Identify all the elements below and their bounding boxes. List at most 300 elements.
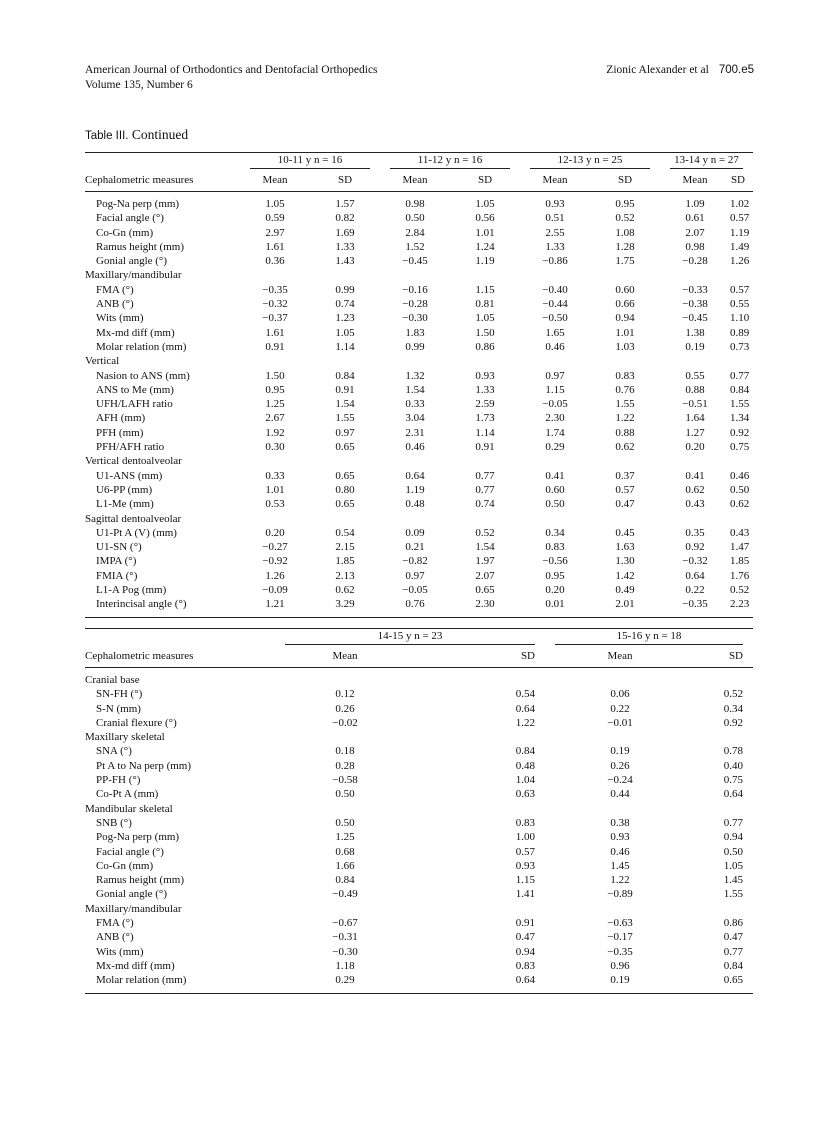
- mean-value: 1.26: [265, 569, 285, 582]
- table-row: [85, 859, 753, 873]
- mean-value: 2.67: [265, 412, 285, 425]
- sd-value: 1.14: [475, 426, 495, 439]
- sd-value: 0.48: [515, 759, 535, 772]
- mean-value: 1.54: [405, 383, 425, 396]
- mean-value: −0.40: [542, 283, 568, 296]
- sd-value: 0.84: [515, 745, 535, 758]
- table-row: [85, 597, 753, 611]
- section-label: Maxillary skeletal: [85, 731, 165, 744]
- mean-value: 0.18: [335, 745, 355, 758]
- sd-value: 0.52: [475, 526, 495, 539]
- sd-value: 0.88: [615, 426, 635, 439]
- mean-value: 0.20: [685, 441, 705, 454]
- section-header-row: [85, 512, 753, 526]
- running-header-right: [606, 63, 754, 78]
- sd-value: 0.62: [730, 498, 750, 511]
- sd-value: 1.05: [335, 326, 355, 339]
- sd-value: 1.41: [515, 888, 535, 901]
- sd-value: 0.76: [615, 383, 635, 396]
- sd-header: SD: [337, 174, 353, 186]
- sd-value: 0.47: [723, 931, 743, 944]
- table-body: [85, 192, 753, 618]
- sd-value: 0.52: [723, 688, 743, 701]
- sd-value: 0.63: [515, 788, 535, 801]
- sd-value: 1.55: [615, 398, 635, 411]
- sd-value: 1.33: [475, 383, 495, 396]
- sd-value: 0.94: [615, 312, 635, 325]
- table-row: [85, 716, 753, 730]
- sd-value: 1.04: [515, 774, 535, 787]
- sd-value: 0.83: [515, 816, 535, 829]
- sd-value: 0.86: [475, 340, 495, 353]
- mean-value: 0.01: [545, 598, 565, 611]
- mean-value: 0.38: [610, 816, 630, 829]
- mean-value: 0.22: [610, 702, 630, 715]
- mean-value: −0.82: [402, 555, 428, 568]
- measure-label: PP-FH (°): [96, 774, 141, 787]
- sd-value: 1.22: [615, 412, 635, 425]
- mean-value: 0.48: [405, 498, 425, 511]
- sd-value: 0.86: [723, 917, 743, 930]
- mean-value: 0.46: [610, 845, 630, 858]
- sd-value: 0.91: [515, 917, 535, 930]
- journal-volume: Volume 135, Number 6: [85, 79, 193, 91]
- mean-value: −0.28: [402, 298, 428, 311]
- mean-header: Mean: [682, 174, 708, 186]
- mean-value: 0.33: [405, 398, 425, 411]
- mean-value: 0.29: [545, 441, 565, 454]
- mean-value: 0.53: [265, 498, 285, 511]
- mean-value: 2.07: [685, 226, 705, 239]
- mean-value: 0.20: [265, 526, 285, 539]
- measure-label: FMA (°): [96, 283, 134, 296]
- mean-value: 0.55: [685, 369, 705, 382]
- table-row: [85, 845, 753, 859]
- sd-value: 0.55: [730, 298, 750, 311]
- sd-value: 0.99: [335, 283, 355, 296]
- mean-value: 0.50: [335, 816, 355, 829]
- mean-value: 0.88: [685, 383, 705, 396]
- measure-label: PFH/AFH ratio: [96, 441, 165, 454]
- sd-value: 1.15: [475, 283, 495, 296]
- mean-value: 1.19: [405, 483, 425, 496]
- mean-value: 0.19: [610, 745, 630, 758]
- sd-value: 0.47: [615, 498, 635, 511]
- measure-label: Co-Pt A (mm): [96, 788, 159, 801]
- measure-label: U1-Pt A (V) (mm): [96, 526, 177, 539]
- sd-value: 1.76: [730, 569, 750, 582]
- mean-value: 1.22: [610, 874, 630, 887]
- measure-column-header: Cephalometric measures: [85, 650, 194, 662]
- table-row: [85, 197, 753, 211]
- sd-value: 1.75: [615, 255, 635, 268]
- sd-value: 1.28: [615, 240, 635, 253]
- mean-value: 0.29: [335, 974, 355, 987]
- age-group-header: 11-12 y n = 16: [380, 153, 520, 170]
- mean-value: 0.12: [335, 688, 355, 701]
- mean-value: −0.67: [332, 917, 358, 930]
- measure-label: L1-A Pog (mm): [96, 584, 167, 597]
- mean-value: 0.22: [685, 584, 705, 597]
- section-header-row: [85, 268, 753, 282]
- mean-value: 2.84: [405, 226, 425, 239]
- table-row: [85, 283, 753, 297]
- mean-value: −0.30: [332, 945, 358, 958]
- mean-value: 0.50: [405, 212, 425, 225]
- mean-value: 1.32: [405, 369, 425, 382]
- measure-label: ANS to Me (mm): [96, 383, 174, 396]
- mean-value: −0.05: [402, 584, 428, 597]
- sd-value: 0.49: [615, 584, 635, 597]
- measure-label: SN-FH (°): [96, 688, 143, 701]
- measure-label: FMIA (°): [96, 569, 138, 582]
- mean-value: −0.35: [262, 283, 288, 296]
- mean-value: 0.28: [335, 759, 355, 772]
- table-row: [85, 240, 753, 254]
- measure-label: Mx-md diff (mm): [96, 326, 175, 339]
- sd-value: 1.24: [475, 240, 495, 253]
- table-row: [85, 340, 753, 354]
- mean-value: −0.45: [682, 312, 708, 325]
- sd-value: 0.56: [475, 212, 495, 225]
- sd-value: 0.66: [615, 298, 635, 311]
- measure-label: Wits (mm): [96, 312, 144, 325]
- mean-value: 0.26: [610, 759, 630, 772]
- section-header-row: [85, 454, 753, 468]
- table-row: [85, 426, 753, 440]
- mean-value: −0.32: [682, 555, 708, 568]
- sd-header: SD: [728, 650, 743, 662]
- sd-value: 1.05: [475, 198, 495, 210]
- sd-value: 0.74: [335, 298, 355, 311]
- mean-value: −0.45: [402, 255, 428, 268]
- sd-value: 0.77: [475, 483, 495, 496]
- measure-label: IMPA (°): [96, 555, 137, 568]
- sd-value: 0.57: [730, 283, 750, 296]
- mean-value: 0.97: [545, 369, 565, 382]
- sd-value: 1.22: [515, 716, 535, 729]
- table-row: [85, 554, 753, 568]
- mean-value: 1.65: [545, 326, 565, 339]
- mean-value: 0.62: [685, 483, 705, 496]
- measure-label: Pog-Na perp (mm): [96, 198, 180, 210]
- mean-value: 0.91: [265, 340, 285, 353]
- mean-value: 0.84: [335, 874, 355, 887]
- sd-value: 1.50: [475, 326, 495, 339]
- mean-value: 0.92: [685, 541, 705, 554]
- mean-value: 3.04: [405, 412, 425, 425]
- sd-value: 0.81: [475, 298, 495, 311]
- sd-value: 1.02: [730, 198, 750, 210]
- measure-label: SNB (°): [96, 816, 132, 829]
- section-label: Maxillary/mandibular: [85, 902, 182, 915]
- mean-value: 0.33: [265, 469, 285, 482]
- mean-value: 0.64: [405, 469, 425, 482]
- sd-value: 0.64: [723, 788, 743, 801]
- mean-value: 0.95: [265, 383, 285, 396]
- sd-value: 1.05: [475, 312, 495, 325]
- sd-value: 1.55: [335, 412, 355, 425]
- sd-value: 2.07: [475, 569, 495, 582]
- measure-label: Mx-md diff (mm): [96, 959, 175, 972]
- mean-value: −0.86: [542, 255, 568, 268]
- table-row: [85, 526, 753, 540]
- measure-label: U1-SN (°): [96, 541, 142, 554]
- sd-value: 0.34: [723, 702, 743, 715]
- table-body: [85, 668, 753, 994]
- mean-value: 1.83: [405, 326, 425, 339]
- mean-value: 0.99: [405, 340, 425, 353]
- sd-value: 0.75: [723, 774, 743, 787]
- mean-header: Mean: [542, 174, 568, 186]
- measure-label: ANB (°): [96, 298, 134, 311]
- measure-label: Molar relation (mm): [96, 340, 187, 353]
- mean-value: 1.33: [545, 240, 565, 253]
- mean-value: 0.60: [545, 483, 565, 496]
- sd-value: 1.19: [730, 226, 750, 239]
- sd-value: 0.65: [335, 469, 355, 482]
- table-row: [85, 397, 753, 411]
- sd-value: 1.73: [475, 412, 495, 425]
- sd-header: SD: [617, 174, 633, 186]
- sd-value: 0.40: [723, 759, 743, 772]
- sd-value: 1.97: [475, 555, 495, 568]
- sd-value: 1.15: [515, 874, 535, 887]
- sd-value: 0.77: [723, 816, 743, 829]
- mean-value: −0.37: [262, 312, 288, 325]
- mean-value: 0.98: [685, 240, 705, 253]
- mean-value: −0.24: [607, 774, 633, 787]
- table-row: [85, 959, 753, 973]
- measure-label: ANB (°): [96, 931, 134, 944]
- sd-value: 0.65: [475, 584, 495, 597]
- sd-value: 0.43: [730, 526, 750, 539]
- mean-value: 1.15: [545, 383, 565, 396]
- measure-label: Gonial angle (°): [96, 888, 167, 901]
- sd-value: 0.64: [515, 974, 535, 987]
- measure-label: Wits (mm): [96, 945, 144, 958]
- mean-value: 0.36: [265, 255, 285, 268]
- sd-value: 0.75: [730, 441, 750, 454]
- sd-value: 0.50: [723, 845, 743, 858]
- table-row: [85, 916, 753, 930]
- mean-value: 1.21: [265, 598, 285, 611]
- mean-value: 0.19: [685, 340, 705, 353]
- sd-value: 0.89: [730, 326, 750, 339]
- sd-value: 1.05: [723, 859, 743, 872]
- mean-value: 0.93: [545, 198, 565, 210]
- sd-value: 0.97: [335, 426, 355, 439]
- mean-value: −0.33: [682, 283, 708, 296]
- table-row: [85, 211, 753, 225]
- sd-value: 1.43: [335, 255, 355, 268]
- measure-column-header: Cephalometric measures: [85, 174, 194, 186]
- measure-label: U6-PP (mm): [96, 483, 153, 496]
- mean-value: −0.05: [542, 398, 568, 411]
- mean-value: 0.93: [610, 831, 630, 844]
- sd-value: 0.91: [475, 441, 495, 454]
- measure-label: Ramus height (mm): [96, 240, 184, 253]
- table-row: [85, 440, 753, 454]
- sd-value: 2.30: [475, 598, 495, 611]
- table-row: [85, 702, 753, 716]
- sd-value: 0.77: [730, 369, 750, 382]
- table-row: [85, 945, 753, 959]
- mean-value: −0.02: [332, 716, 358, 729]
- mean-value: 2.30: [545, 412, 565, 425]
- sd-value: 1.33: [335, 240, 355, 253]
- page-number: 700.e5: [718, 64, 754, 76]
- mean-value: 2.55: [545, 226, 565, 239]
- age-group-header: 12-13 y n = 25: [520, 153, 660, 170]
- measure-label: Co-Gn (mm): [96, 226, 154, 239]
- section-header-row: [85, 902, 753, 916]
- table-caption: [85, 127, 188, 143]
- sd-value: 0.83: [615, 369, 635, 382]
- table-row: [85, 887, 753, 901]
- mean-value: 1.45: [610, 859, 630, 872]
- sd-value: 1.03: [615, 340, 635, 353]
- sd-value: 1.10: [730, 312, 750, 325]
- sd-value: 0.50: [730, 483, 750, 496]
- mean-value: 0.21: [405, 541, 425, 554]
- mean-value: 0.35: [685, 526, 705, 539]
- mean-value: 1.01: [265, 483, 285, 496]
- mean-value: −0.50: [542, 312, 568, 325]
- mean-value: 1.25: [265, 398, 285, 411]
- table-row: [85, 583, 753, 597]
- sd-value: 1.42: [615, 569, 635, 582]
- mean-value: 0.59: [265, 212, 285, 225]
- mean-value: 1.74: [545, 426, 565, 439]
- table-row: [85, 687, 753, 701]
- mean-value: 0.19: [610, 974, 630, 987]
- mean-header: Mean: [262, 174, 288, 186]
- sd-header: SD: [477, 174, 493, 186]
- sd-value: 0.94: [723, 831, 743, 844]
- table-caption-title: Continued: [131, 127, 189, 142]
- mean-value: −0.89: [607, 888, 633, 901]
- mean-value: −0.35: [682, 598, 708, 611]
- sd-value: 2.01: [615, 598, 635, 611]
- mean-value: 1.50: [265, 369, 285, 382]
- table-row: [85, 311, 753, 325]
- mean-value: 0.46: [545, 340, 565, 353]
- table-row: [85, 383, 753, 397]
- table-row: [85, 830, 753, 844]
- sd-value: 0.37: [615, 469, 635, 482]
- sd-value: 0.77: [723, 945, 743, 958]
- mean-value: −0.49: [332, 888, 358, 901]
- mean-value: −0.27: [262, 541, 288, 554]
- sd-value: 1.47: [730, 541, 750, 554]
- measure-label: Ramus height (mm): [96, 874, 184, 887]
- mean-value: 0.43: [685, 498, 705, 511]
- section-header-row: [85, 730, 753, 744]
- table-row: [85, 497, 753, 511]
- sd-value: 0.64: [515, 702, 535, 715]
- mean-value: −0.51: [682, 398, 708, 411]
- sd-value: 0.73: [730, 340, 750, 353]
- sd-value: 1.85: [730, 555, 750, 568]
- sd-value: 0.46: [730, 469, 750, 482]
- mean-value: 1.09: [685, 198, 705, 210]
- mean-value: 0.44: [610, 788, 630, 801]
- sd-value: 0.57: [615, 483, 635, 496]
- section-header-row: [85, 673, 753, 687]
- mean-value: −0.31: [332, 931, 358, 944]
- measure-label: SNA (°): [96, 745, 132, 758]
- mean-value: 0.51: [545, 212, 565, 225]
- sd-value: 0.52: [730, 584, 750, 597]
- mean-value: 0.64: [685, 569, 705, 582]
- mean-value: 2.31: [405, 426, 425, 439]
- sd-value: 0.84: [730, 383, 750, 396]
- sd-value: 0.93: [475, 369, 495, 382]
- table-row: [85, 469, 753, 483]
- mean-value: 0.30: [265, 441, 285, 454]
- sd-value: 0.57: [730, 212, 750, 225]
- sd-value: 0.62: [615, 441, 635, 454]
- sd-value: 1.14: [335, 340, 355, 353]
- age-group-header: 10-11 y n = 16: [240, 153, 380, 170]
- mean-value: −0.30: [402, 312, 428, 325]
- table-row: [85, 930, 753, 944]
- measure-label: Gonial angle (°): [96, 255, 167, 268]
- table-row: [85, 254, 753, 268]
- sd-value: 0.93: [515, 859, 535, 872]
- mean-value: 0.95: [545, 569, 565, 582]
- mean-value: 0.97: [405, 569, 425, 582]
- sd-value: 1.23: [335, 312, 355, 325]
- mean-value: −0.92: [262, 555, 288, 568]
- mean-value: −0.28: [682, 255, 708, 268]
- sd-value: 0.95: [615, 198, 635, 210]
- table-row: [85, 787, 753, 801]
- table-row: [85, 759, 753, 773]
- mean-value: 1.25: [335, 831, 355, 844]
- sd-value: 1.45: [723, 874, 743, 887]
- sd-value: 3.29: [335, 598, 355, 611]
- mean-value: 0.46: [405, 441, 425, 454]
- mean-value: 1.52: [405, 240, 425, 253]
- mean-value: 2.97: [265, 226, 285, 239]
- sd-value: 0.57: [515, 845, 535, 858]
- section-label: Maxillary/mandibular: [85, 269, 182, 282]
- sd-value: 2.59: [475, 398, 495, 411]
- mean-value: −0.38: [682, 298, 708, 311]
- sd-value: 0.84: [723, 959, 743, 972]
- sd-value: 0.45: [615, 526, 635, 539]
- section-label: Sagittal dentoalveolar: [85, 512, 182, 525]
- mean-value: 0.34: [545, 526, 565, 539]
- measure-label: Facial angle (°): [96, 845, 164, 858]
- mean-value: −0.16: [402, 283, 428, 296]
- mean-value: 0.06: [610, 688, 630, 701]
- table-row: [85, 369, 753, 383]
- sd-value: 1.55: [723, 888, 743, 901]
- mean-value: 1.61: [265, 240, 285, 253]
- sd-header: SD: [520, 650, 535, 662]
- table-row: [85, 411, 753, 425]
- table-part-2: [85, 628, 753, 994]
- mean-header: Mean: [607, 650, 633, 662]
- section-header-row: [85, 802, 753, 816]
- mean-value: 0.09: [405, 526, 425, 539]
- table-row: [85, 297, 753, 311]
- section-label: Cranial base: [85, 674, 140, 686]
- mean-value: 0.96: [610, 959, 630, 972]
